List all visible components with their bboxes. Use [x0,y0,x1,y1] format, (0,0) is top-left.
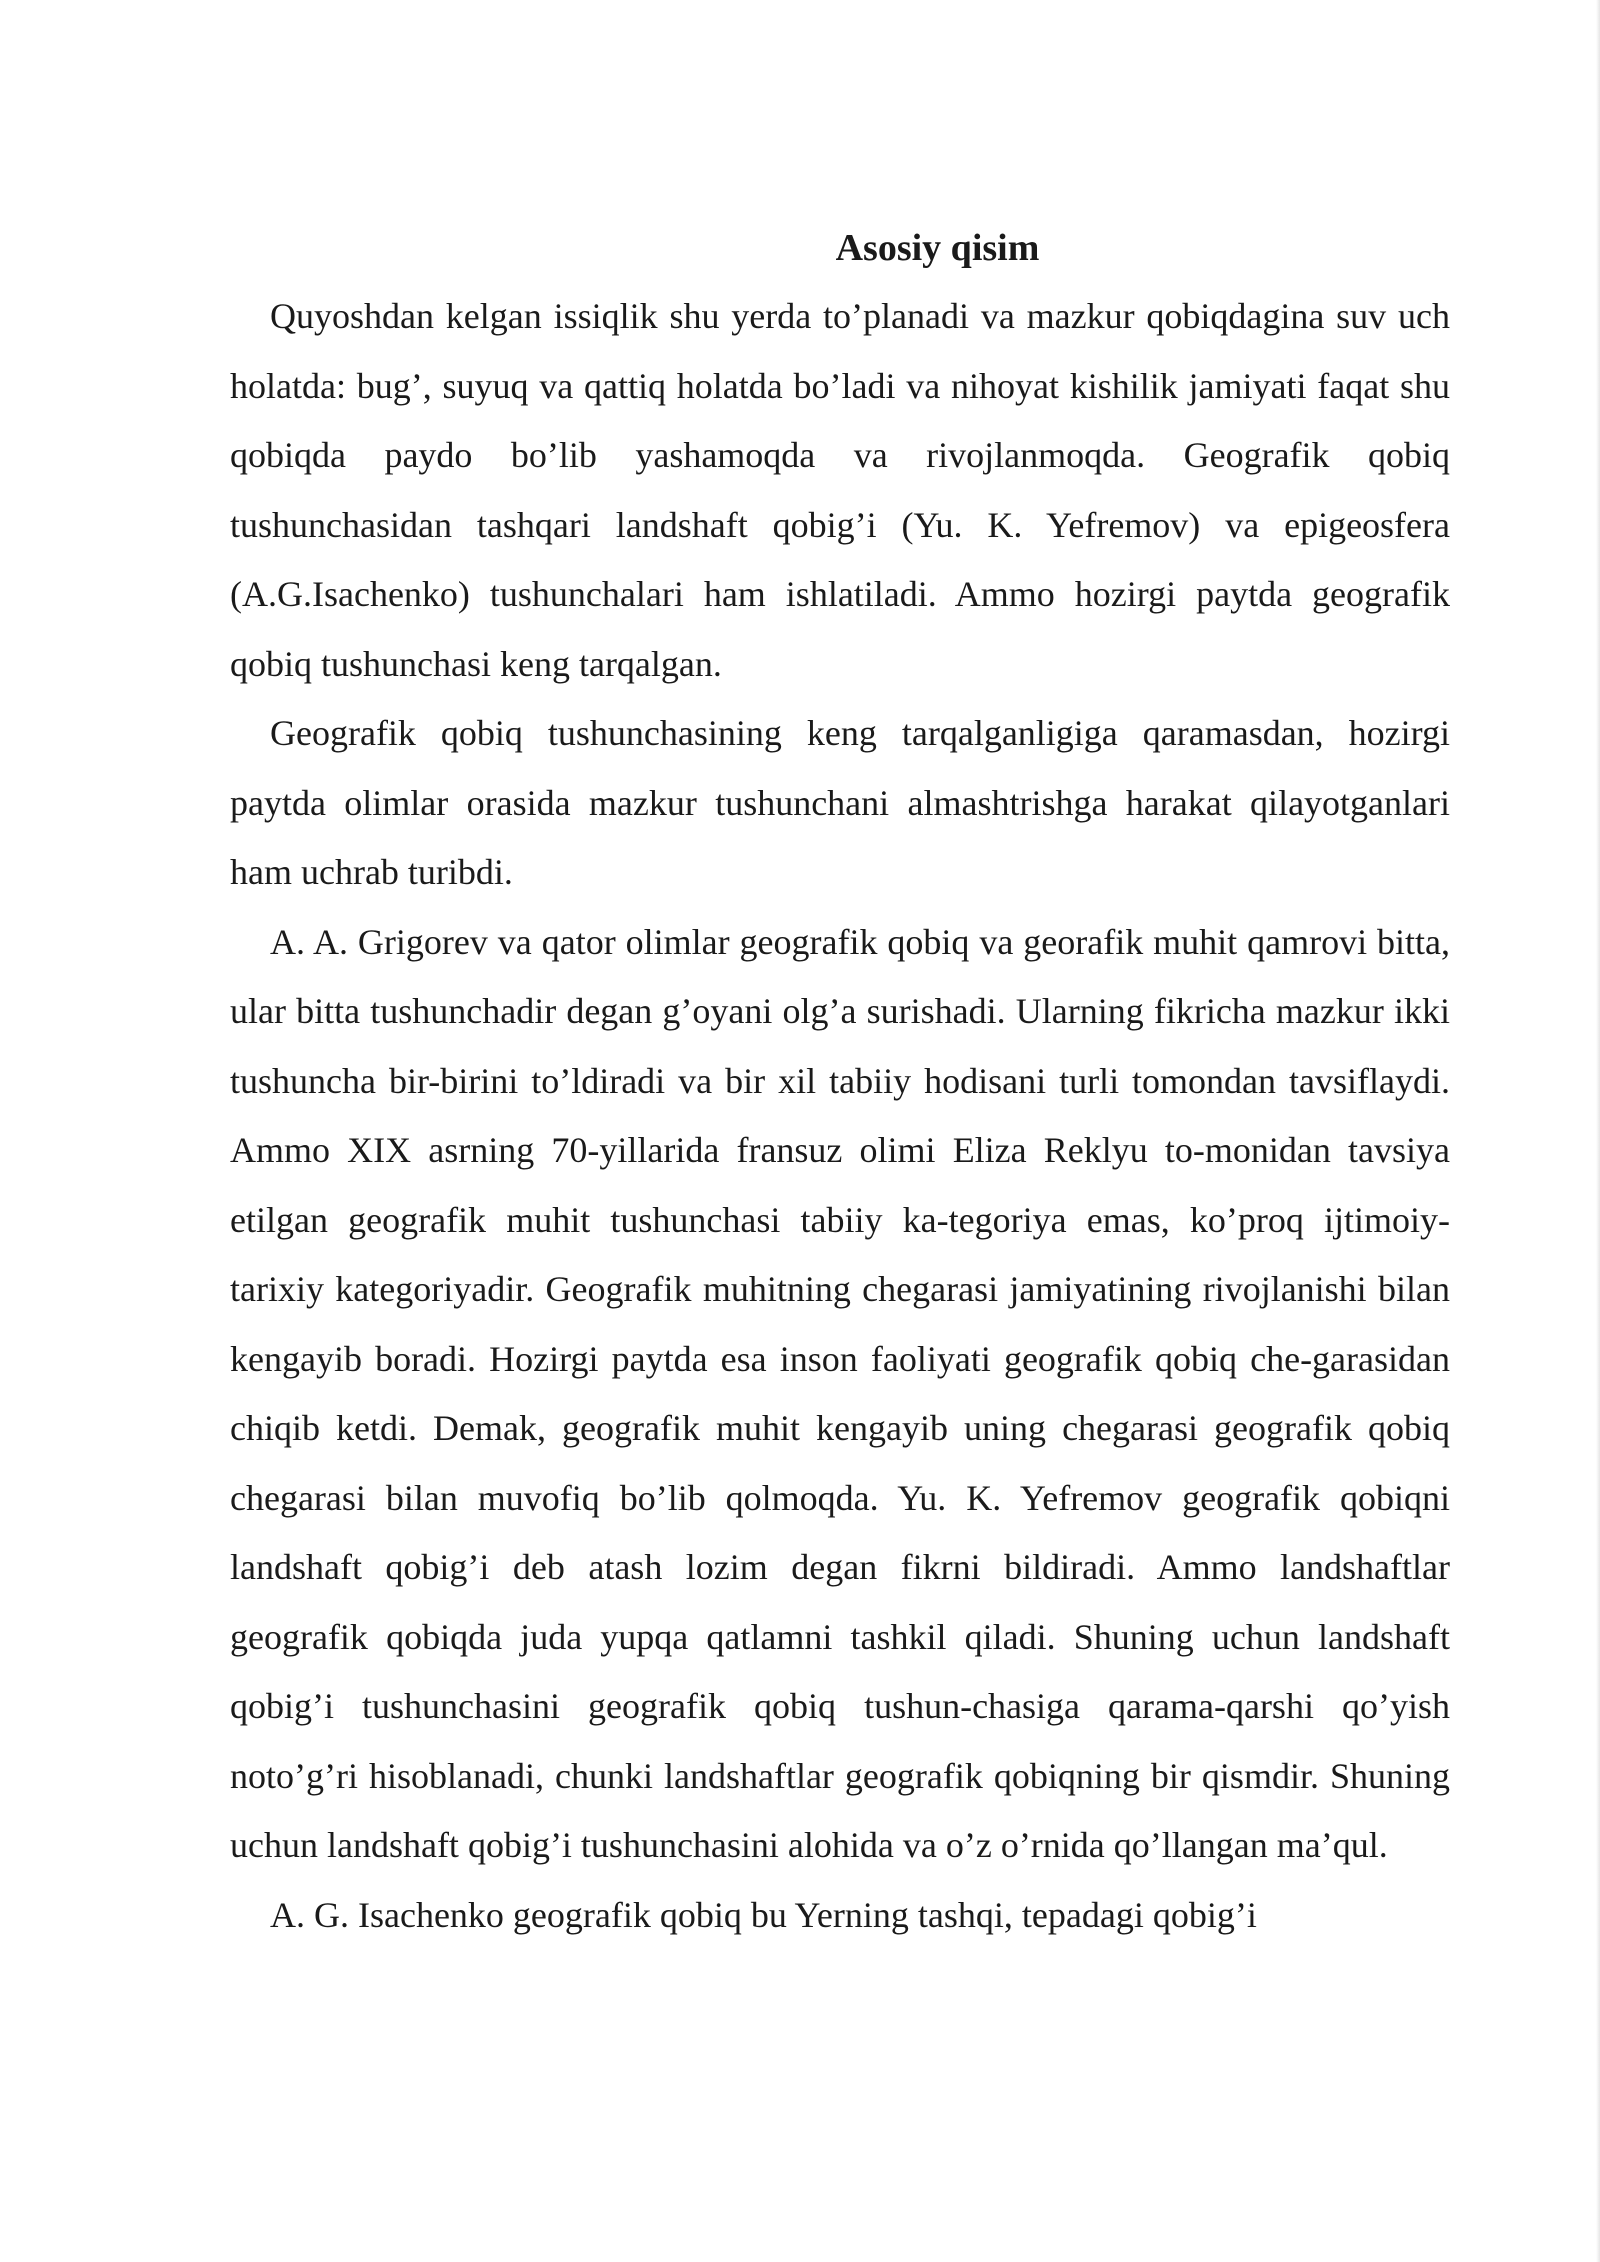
paragraph-2: Geografik qobiq tushunchasining keng tarqalganligiga qaramasdan, hozirgi paytda olimlar orasida mazkur tushunchani almashtrishga harakat qilayotganlari ham uchrab turibdi. [230,713,1450,892]
paragraph-1: Quyoshdan kelgan issiqlik shu yerda to’planadi va mazkur qobiqdagina suv uch holatda: bug’, suyuq va qattiq holatda bo’ladi va nihoyat kishilik jamiyati faqat shu qobiqda paydo bo’lib yashamoqda va rivojlanmoqda. Geografik qobiq tushunchasidan tashqari landshaft qobig’i (Yu. K. Yefremov) va epigeosfera (A.G.Isachenko) tushunchalari ham ishlatiladi. Ammo hozirgi paytda geografik qobiq tushunchasi keng tarqalgan. [230,296,1450,684]
document-page [230,222,1450,1950]
paragraph-3: A. A. Grigorev va qator olimlar geografik qobiq va georafik muhit qamrovi bitta, ular bitta tushunchadir degan g’oyani olg’a surishadi. Ularning fikricha mazkur ikki tushuncha bir-birini to’ldiradi va bir xil tabiiy hodisani turli tomondan tavsiflaydi. Ammo XIX asrning 70-yillarida fransuz olimi Eliza Reklyu to-monidan tavsiya etilgan geografik muhit tushunchasi tabiiy ka-tegoriya emas, ko’proq ijtimoiy-tarixiy kategoriyadir. Geografik muhitning chegarasi jamiyatining rivojlanishi bilan kengayib boradi. Hozirgi paytda esa inson faoliyati geografik qobiq che-garasidan chiqib ketdi. Demak, geografik muhit kengayib uning chegarasi geografik qobiq chegarasi bilan muvofiq bo’lib qolmoqda. Yu. K. Yefremov geografik qobiqni landshaft qobig’i deb atash lozim degan fikrni bildiradi. Ammo landshaftlar geografik qobiqda juda yupqa qatlamni tashkil qiladi. Shuning uchun landshaft qobig’i tushunchasini geografik qobiq tushun-chasiga qarama-qarshi qo’yish noto’g’ri hisoblanadi, chunki landshaftlar geografik qobiqning bir qismdir. Shuning uchun landshaft qobig’i tushunchasini alohida va o’z o’rnida qo’llangan ma’qul. [230,921,1450,1865]
paragraph-4: A. G. Isachenko geografik qobiq bu Yerning tashqi, tepadagi qobig’i [270,1894,1257,1935]
section-heading: Asosiy qisim [835,227,1040,269]
page-edge-shadow [1596,0,1600,2262]
